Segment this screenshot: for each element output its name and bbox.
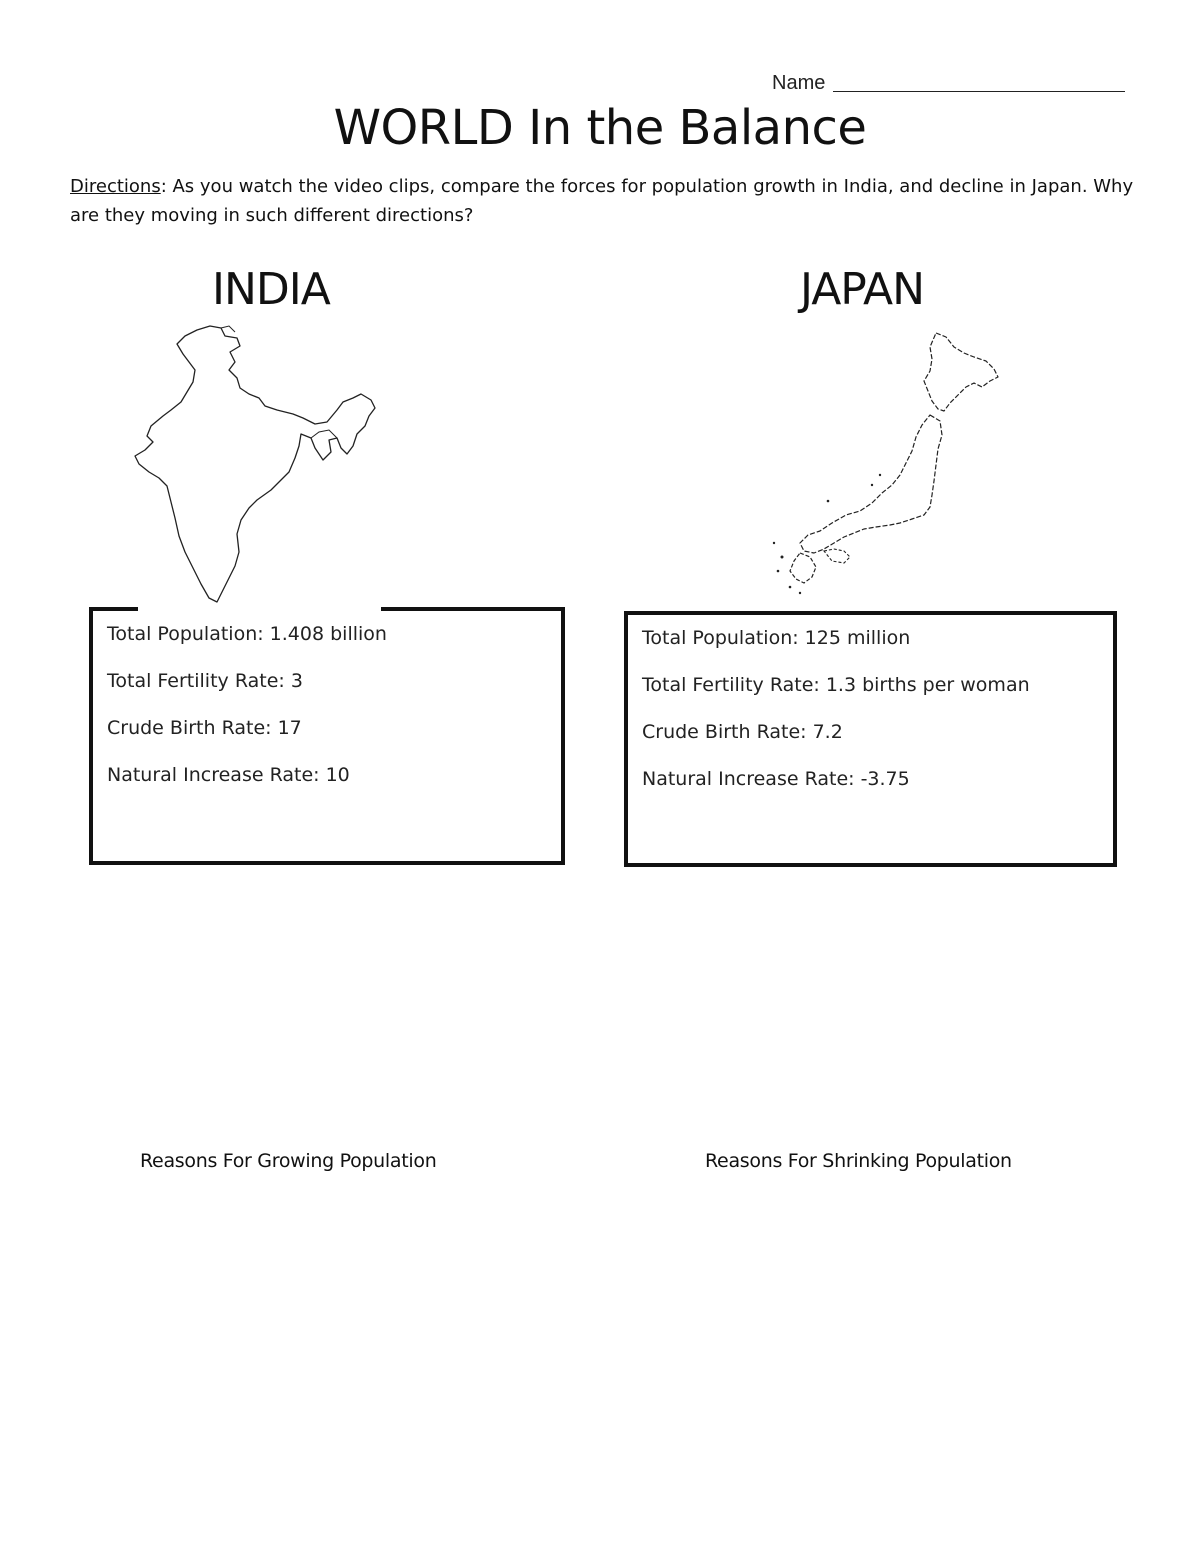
india-stats-box	[89, 607, 565, 865]
india-map-icon	[125, 322, 390, 607]
india-crude-birth-rate: Crude Birth Rate: 17	[107, 717, 302, 739]
japan-total-population: Total Population: 125 million	[642, 627, 911, 649]
india-total-population: Total Population: 1.408 billion	[107, 623, 387, 645]
japan-natural-increase-rate: Natural Increase Rate: -3.75	[642, 768, 910, 790]
india-stats-list	[93, 611, 561, 807]
page-title: WORLD In the Balance	[333, 100, 867, 156]
directions-label: Directions	[70, 176, 161, 197]
name-label: Name	[772, 72, 826, 94]
japan-title: JAPAN	[800, 264, 925, 315]
japan-crude-birth-rate: Crude Birth Rate: 7.2	[642, 721, 843, 743]
india-total-fertility-rate: Total Fertility Rate: 3	[107, 670, 303, 692]
reasons-shrinking-heading: Reasons For Shrinking Population	[705, 1150, 1012, 1172]
japan-stats-list	[628, 615, 1113, 811]
reasons-growing-heading: Reasons For Growing Population	[140, 1150, 437, 1172]
japan-total-fertility-rate: Total Fertility Rate: 1.3 births per woman	[642, 674, 1030, 696]
name-field[interactable]	[772, 72, 1125, 95]
directions-text: : As you watch the video clips, compare the forces for population growth in India, and decline in Japan. Why are they moving in such different directions?	[70, 176, 1134, 226]
india-title: INDIA	[212, 264, 330, 315]
japan-stats-box	[624, 611, 1117, 867]
india-natural-increase-rate: Natural Increase Rate: 10	[107, 764, 350, 786]
directions	[70, 172, 1150, 230]
box-border-gap	[138, 605, 381, 613]
name-blank-line[interactable]	[833, 91, 1125, 92]
japan-map-icon	[760, 325, 1010, 600]
